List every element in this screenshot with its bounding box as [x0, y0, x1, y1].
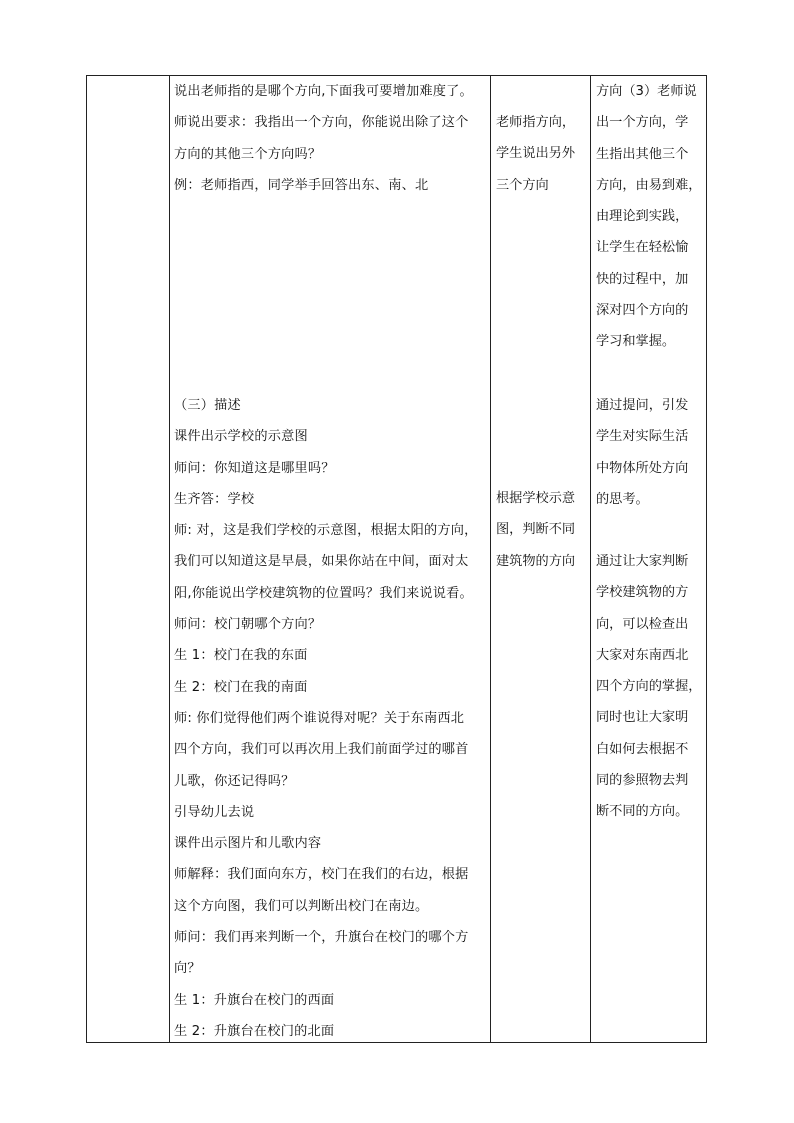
intent-line: 让学生在轻松愉 — [596, 240, 689, 256]
intent-line: 同的参照物去判 — [596, 773, 689, 789]
content-line: 生 1：校门在我的东面 — [174, 648, 308, 664]
intent-line: 快的过程中，加 — [596, 271, 689, 287]
content-line: 课件出示学校的示意图 — [174, 429, 308, 445]
intent-line: 通过提问，引发 — [596, 398, 689, 413]
content-line: 生齐答：学校 — [174, 491, 255, 507]
intent-line: 向，可以检查出 — [596, 616, 689, 632]
lesson-table — [86, 75, 707, 1043]
intent-line: 方向（3）老师说 — [596, 84, 697, 99]
design-intent-cell-2a — [596, 390, 704, 515]
content-line: 师问：你知道这是哪里吗？ — [174, 460, 335, 476]
intent-line: 中物体所处方向 — [596, 460, 689, 476]
activity-line: 建筑物的方向 — [496, 553, 576, 569]
content-line: 说出老师指的是哪个方向,下面我可要增加难度了。 — [174, 84, 473, 99]
content-line: 引导幼儿去说 — [174, 804, 255, 820]
intent-line: 同时也让大家明 — [596, 710, 689, 726]
intent-line: 白如何去根据不 — [596, 741, 689, 757]
content-line: 师解释：我们面向东方，校门在我们的右边，根据 — [174, 867, 469, 883]
activity-line: 三个方向 — [496, 177, 549, 193]
intent-line: 出一个方向，学 — [596, 115, 689, 131]
column-divider-1 — [169, 76, 170, 1042]
content-line: 生 2：校门在我的南面 — [174, 679, 308, 695]
intent-line: 的思考。 — [596, 491, 649, 507]
student-activity-cell-1 — [496, 107, 588, 201]
content-line: 师说出要求：我指出一个方向，你能说出除了这个 — [174, 115, 469, 131]
design-intent-cell-1 — [596, 76, 704, 358]
section-heading: （三）描述 — [174, 398, 241, 413]
activity-line: 图，判断不同 — [496, 522, 576, 538]
content-line: 师: 对，这是我们学校的示意图，根据太阳的方向， — [174, 523, 478, 539]
content-line: 方向的其他三个方向吗？ — [174, 146, 322, 162]
content-line: 师问：我们再来判断一个，升旗台在校门的哪个方 — [174, 930, 469, 946]
content-line: 儿歌，你还记得吗？ — [174, 773, 295, 789]
intent-line: 学生对实际生活 — [596, 429, 689, 445]
content-line: 例：老师指西，同学举手回答出东、南、北 — [174, 177, 429, 193]
teaching-content-cell-2 — [174, 390, 492, 1047]
content-line: 生 1：升旗台在校门的西面 — [174, 992, 335, 1008]
intent-line: 生指出其他三个 — [596, 146, 689, 162]
intent-line: 由理论到实践， — [596, 209, 689, 225]
intent-line: 四个方向的掌握， — [596, 679, 702, 695]
content-line: 生 2：升旗台在校门的北面 — [174, 1023, 335, 1039]
teaching-content-cell-1 — [174, 76, 492, 201]
activity-line: 学生说出另外 — [496, 146, 576, 162]
student-activity-cell-2 — [496, 483, 588, 577]
intent-line: 学校建筑物的方 — [596, 585, 689, 601]
intent-line: 通过让大家判断 — [596, 554, 689, 569]
content-line: 向？ — [174, 961, 201, 977]
activity-line: 老师指方向， — [496, 115, 576, 130]
content-line: 课件出示图片和儿歌内容 — [174, 836, 322, 852]
content-line: 师问：校门朝哪个方向？ — [174, 617, 322, 633]
design-intent-cell-2b — [596, 546, 704, 828]
intent-line: 深对四个方向的 — [596, 303, 689, 319]
intent-line: 学习和掌握。 — [596, 334, 676, 350]
content-line: 师: 你们觉得他们两个谁说得对呢？关于东南西北 — [174, 710, 465, 726]
intent-line: 断不同的方向。 — [596, 804, 689, 820]
column-divider-3 — [590, 76, 591, 1042]
content-line: 四个方向，我们可以再次用上我们前面学过的哪首 — [174, 742, 469, 758]
content-line: 这个方向图，我们可以判断出校门在南边。 — [174, 898, 429, 914]
activity-line: 根据学校示意 — [496, 491, 576, 506]
intent-line: 大家对东南西北 — [596, 647, 689, 663]
content-line: 我们可以知道这是早晨，如果你站在中间，面对太 — [174, 554, 469, 570]
content-line: 阳,你能说出学校建筑物的位置吗？我们来说说看。 — [174, 585, 473, 601]
intent-line: 方向，由易到难， — [596, 177, 702, 193]
